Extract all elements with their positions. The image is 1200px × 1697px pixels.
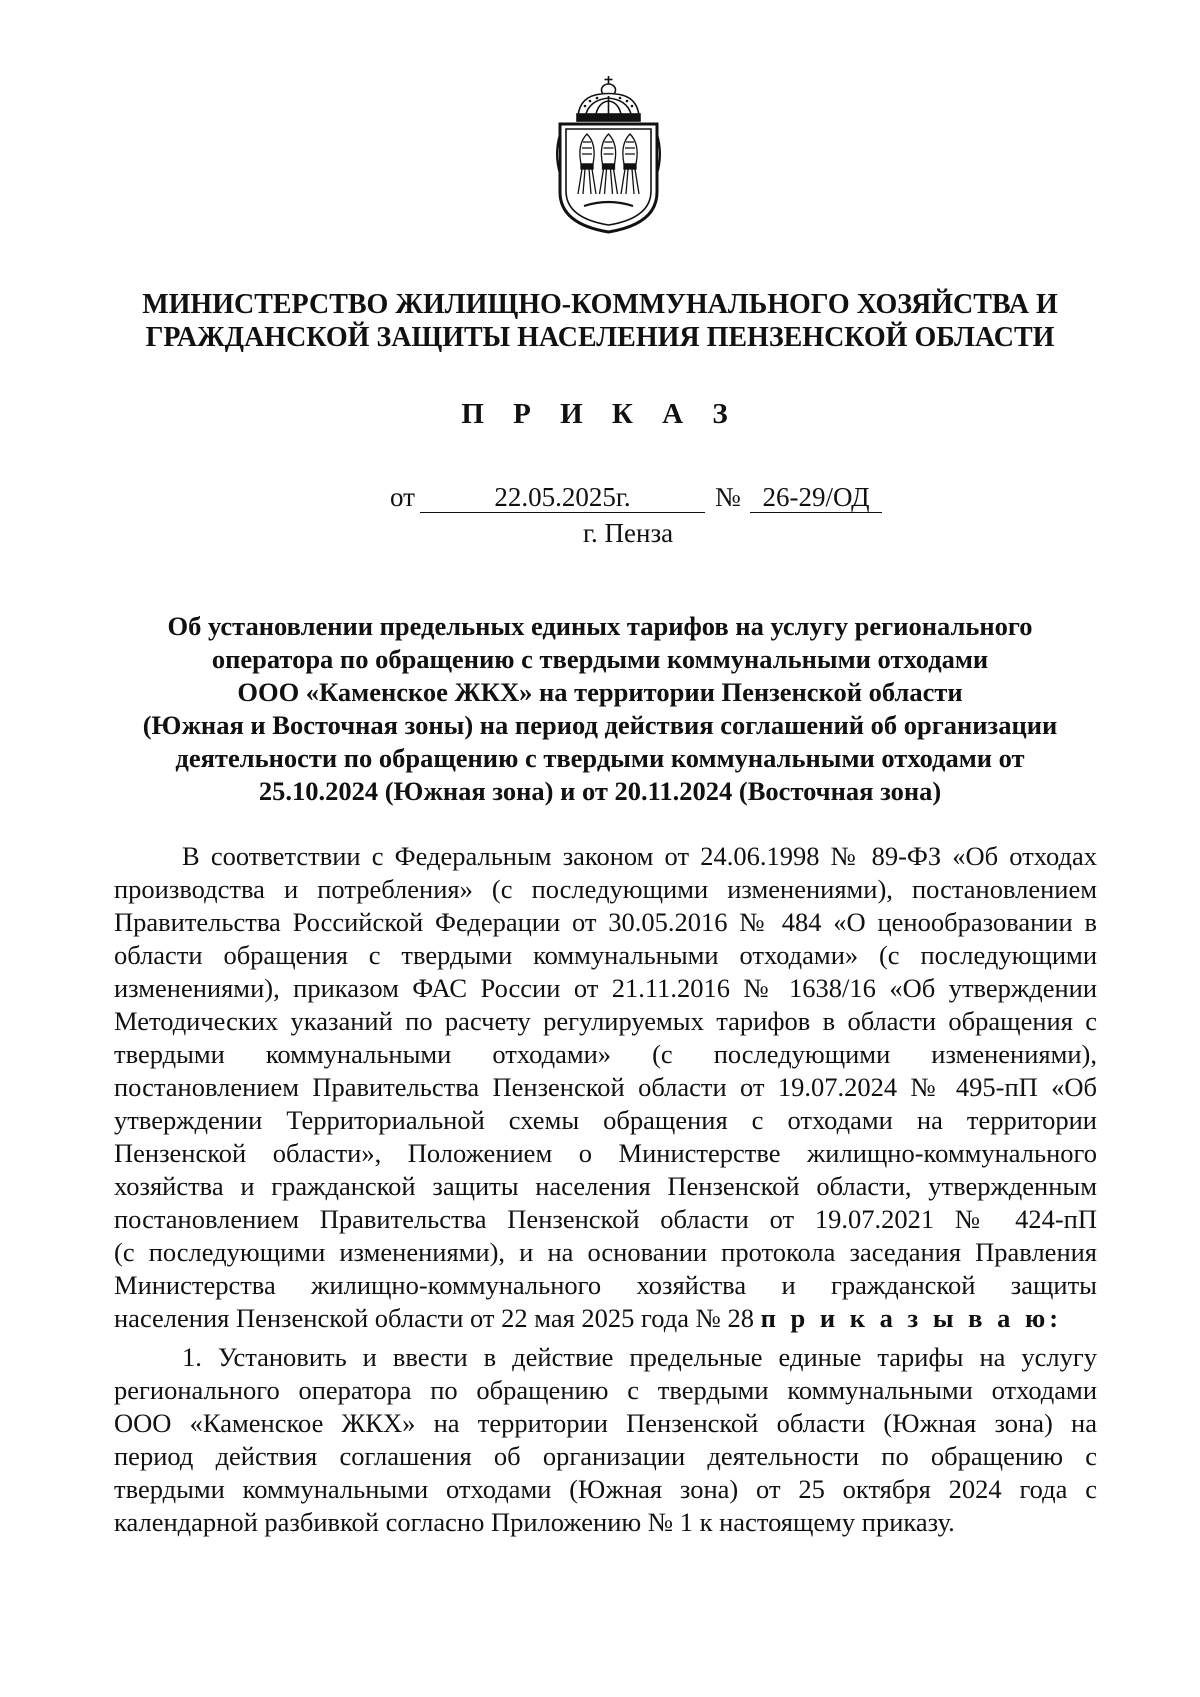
title-line: Об установлении предельных единых тарифов на услугу регионального	[167, 611, 1033, 641]
city: г. Пенза	[583, 518, 674, 548]
preamble-line: (с последующими изменениями), и на основании протокола заседания Правления	[114, 1237, 1097, 1267]
title-line: деятельности по обращению с твердыми коммунальными отходами от	[175, 743, 1025, 773]
date-label: от	[390, 482, 415, 512]
item-1-line: ООО «Каменское ЖКХ» на территории Пензенской области (Южная зона) на	[114, 1408, 1097, 1438]
preamble-line: В соответствии с Федеральным законом от 24.06.1998 № 89-ФЗ «Об отходах	[182, 841, 1097, 871]
preamble-line: хозяйства и гражданской защиты населения Пензенской области, утвержденным	[114, 1171, 1097, 1201]
preamble-line: Методических указаний по расчету регулируемых тарифов в области обращения с	[114, 1006, 1097, 1036]
ministry-name-line-2: ГРАЖДАНСКОЙ ЗАЩИТЫ НАСЕЛЕНИЯ ПЕНЗЕНСКОЙ ОБЛАСТИ	[145, 322, 1055, 353]
title-line: оператора по обращению с твердыми коммунальными отходами	[211, 644, 989, 674]
item-1-line: период действия соглашения об организации деятельности по обращению с	[114, 1441, 1097, 1471]
coat-of-arms-emblem	[556, 74, 661, 234]
ministry-name	[100, 288, 1100, 354]
item-1-line: регионального оператора по обращению с твердыми коммунальными отходами	[114, 1375, 1097, 1405]
title-line: (Южная и Восточная зоны) на период действия соглашений об организации	[142, 710, 1058, 740]
title-line: ООО «Каменское ЖКХ» на территории Пензенской области	[237, 677, 963, 707]
preamble-line: Пензенской области», Положением о Министерстве жилищно-коммунального	[114, 1138, 1097, 1168]
preamble-line: постановлением Правительства Пензенской области от 19.07.2021 № 424-пП	[114, 1204, 1097, 1234]
item-1-paragraph	[114, 1341, 1097, 1539]
order-number: 26-29/ОД	[750, 481, 882, 513]
number-label: №	[715, 482, 741, 512]
preamble-last-line	[114, 1302, 1097, 1335]
preamble-line: утверждении Территориальной схемы обращения с отходами на территории	[114, 1105, 1097, 1135]
preamble-paragraph	[114, 840, 1097, 1335]
preamble-line: постановлением Правительства Пензенской области от 19.07.2024 № 495-пП «Об	[114, 1072, 1097, 1102]
document-type: П Р И К А З	[461, 398, 739, 430]
item-1-line: календарной разбивкой согласно Приложению № 1 к настоящему приказу.	[114, 1507, 955, 1537]
title-line: 25.10.2024 (Южная зона) и от 20.11.2024 (Восточная зона)	[258, 776, 942, 806]
preamble-line: населения Пензенской области от 22 мая 2025 года № 28	[114, 1303, 754, 1333]
order-date: 22.05.2025г.	[420, 481, 705, 513]
preamble-line: области обращения с твердыми коммунальными отходами» (с последующими	[114, 940, 1097, 970]
preamble-line: твердыми коммунальными отходами» (с последующими изменениями),	[114, 1039, 1097, 1069]
item-1-line: 1. Установить и ввести в действие предельные единые тарифы на услугу	[182, 1342, 1097, 1372]
preamble-line: производства и потребления» (с последующими изменениями), постановлением	[114, 874, 1097, 904]
preamble-line: Правительства Российской Федерации от 30.05.2016 № 484 «О ценообразовании в	[114, 907, 1097, 937]
preamble-line: изменениями), приказом ФАС России от 21.11.2016 № 1638/16 «Об утверждении	[114, 973, 1097, 1003]
item-1-line: твердыми коммунальными отходами (Южная зона) от 25 октября 2024 года с	[114, 1474, 1097, 1504]
order-title	[100, 610, 1100, 808]
order-word: п р и к а з ы в а ю:	[760, 1303, 1063, 1333]
preamble-line: Министерства жилищно-коммунального хозяйства и гражданской защиты	[114, 1270, 1097, 1300]
ministry-name-line-1: МИНИСТЕРСТВО ЖИЛИЩНО-КОММУНАЛЬНОГО ХОЗЯЙСТВА И	[142, 289, 1058, 320]
